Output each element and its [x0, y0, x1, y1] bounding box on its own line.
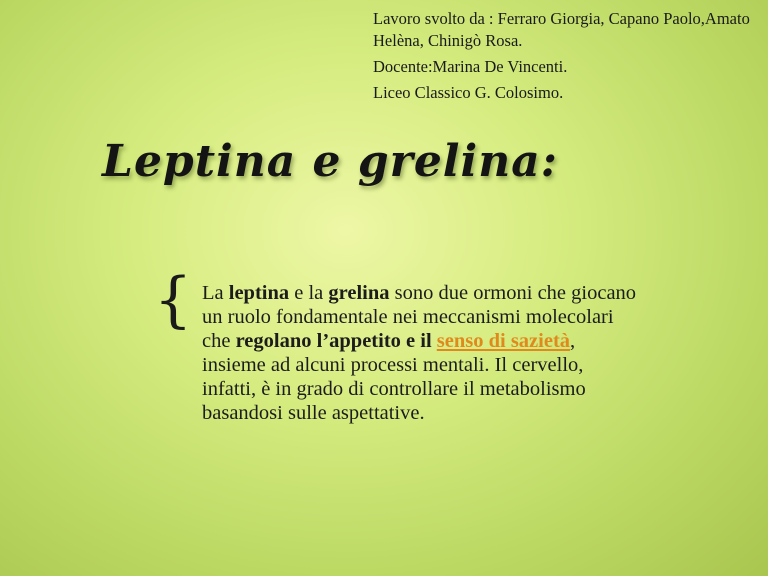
bullet-brace: { — [154, 265, 193, 335]
term-grelina: grelina — [328, 282, 390, 304]
term-leptina: leptina — [228, 282, 290, 304]
body-paragraph — [202, 281, 642, 425]
term-regolano: regolano l’appetito e il — [235, 330, 437, 352]
link-senso-di-sazieta[interactable]: senso di sazietà — [436, 330, 571, 352]
credits-block — [373, 8, 753, 108]
body-text-3: sono due ormoni che giocano un ruolo fondamentale nei meccanismi molecolari che — [202, 282, 637, 352]
credits-school: Liceo Classico G. Colosimo. — [373, 83, 564, 102]
credits-authors: Lavoro svolto da : Ferraro Giorgia, Capano Paolo,Amato Helèna, Chinigò Rosa. — [373, 9, 750, 50]
body-text-1: La — [202, 282, 229, 304]
body-text-4: , insieme ad alcuni processi mentali. Il cervello, infatti, è in grado di controllare il metabolismo basandosi sulle aspettative. — [202, 330, 586, 424]
slide-title: Leptina e grelina: — [102, 136, 558, 187]
body-text-2: e la — [289, 282, 329, 304]
credits-teacher: Docente:Marina De Vincenti. — [373, 57, 568, 76]
